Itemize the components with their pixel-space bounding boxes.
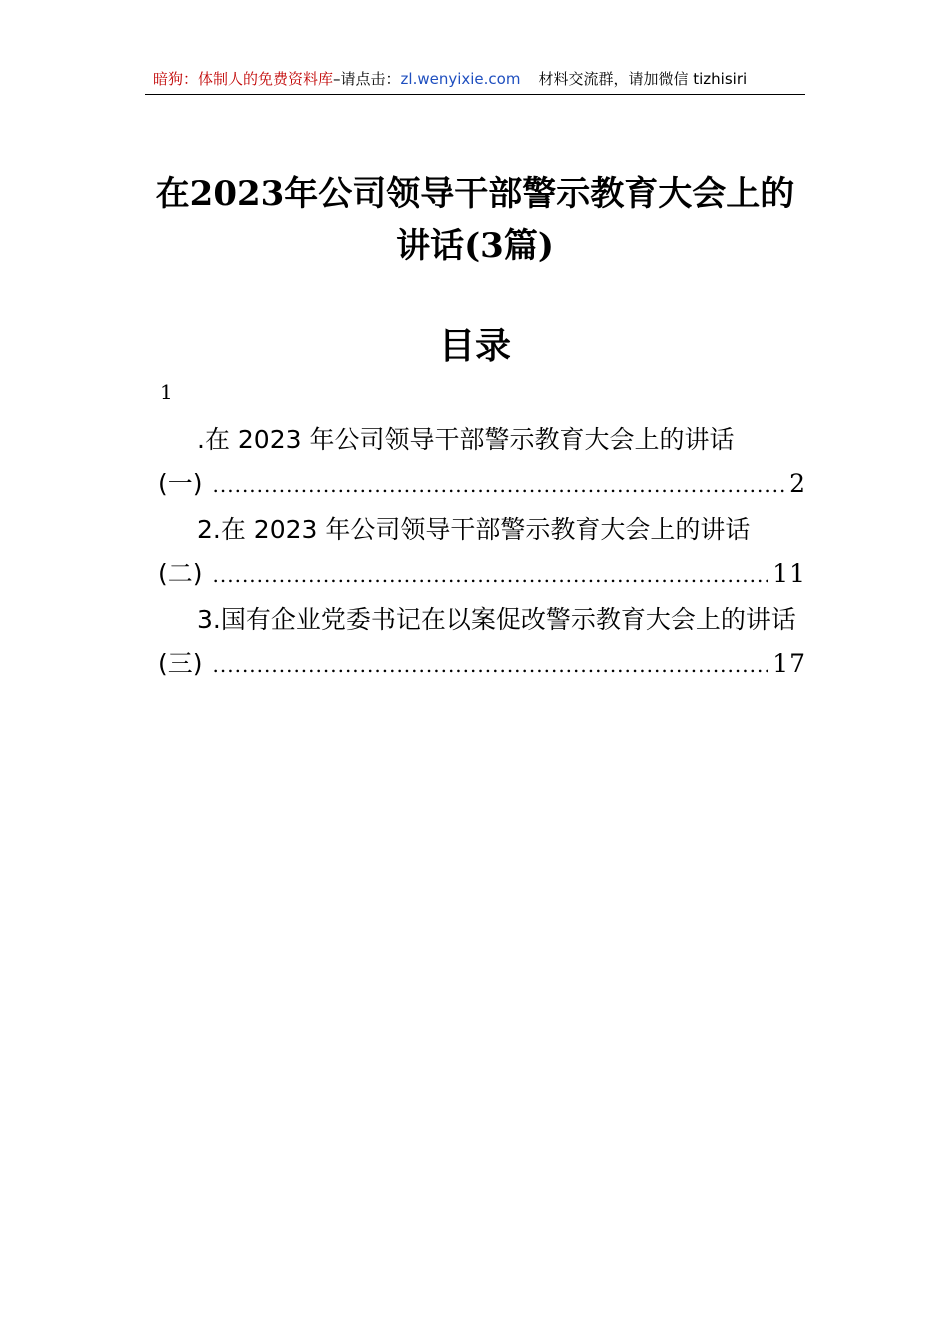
toc-entry-3-page: 17 — [772, 649, 806, 678]
toc-entry-3-title[interactable]: 3.国有企业党委书记在以案促改警示教育大会上的讲话 — [197, 605, 796, 634]
toc-entry-3-leader — [213, 653, 769, 677]
toc-entry-1-suffix: (一) — [158, 469, 203, 498]
header-site-name: 暗狗：体制人的免费资料库 — [153, 70, 334, 88]
toc-entry-2-suffix: (二) — [158, 559, 203, 588]
toc-entry-2-title[interactable]: 2.在 2023 年公司领导干部警示教育大会上的讲话 — [197, 515, 751, 544]
toc-entry-3-continuation[interactable] — [158, 644, 806, 680]
toc-entry-1-leader — [213, 473, 786, 497]
header-wechat-note: 材料交流群，请加微信 tizhisiri — [538, 70, 748, 88]
toc-entry-2-page: 11 — [772, 559, 806, 588]
document-title-line-2: 讲话(3篇) — [396, 226, 554, 266]
toc-entry-2-continuation[interactable] — [158, 554, 806, 590]
document-title-line-1: 在2023年公司领导干部警示教育大会上的 — [155, 174, 795, 214]
toc-entry-2-leader — [213, 563, 769, 587]
document-title — [140, 168, 810, 272]
header-link[interactable]: zl.wenyixie.com — [400, 70, 521, 88]
toc-first-number: 1 — [160, 380, 173, 404]
toc-entry-1-continuation[interactable] — [158, 464, 806, 500]
header-link-lead: –请点击： — [333, 70, 401, 88]
toc-entry-1-title[interactable]: .在 2023 年公司领导干部警示教育大会上的讲话 — [197, 425, 735, 454]
toc-heading: 目录 — [438, 325, 511, 367]
toc-entry-3-suffix: (三) — [158, 649, 203, 678]
page-header — [145, 68, 805, 95]
toc-entry-1-page: 2 — [789, 469, 806, 498]
